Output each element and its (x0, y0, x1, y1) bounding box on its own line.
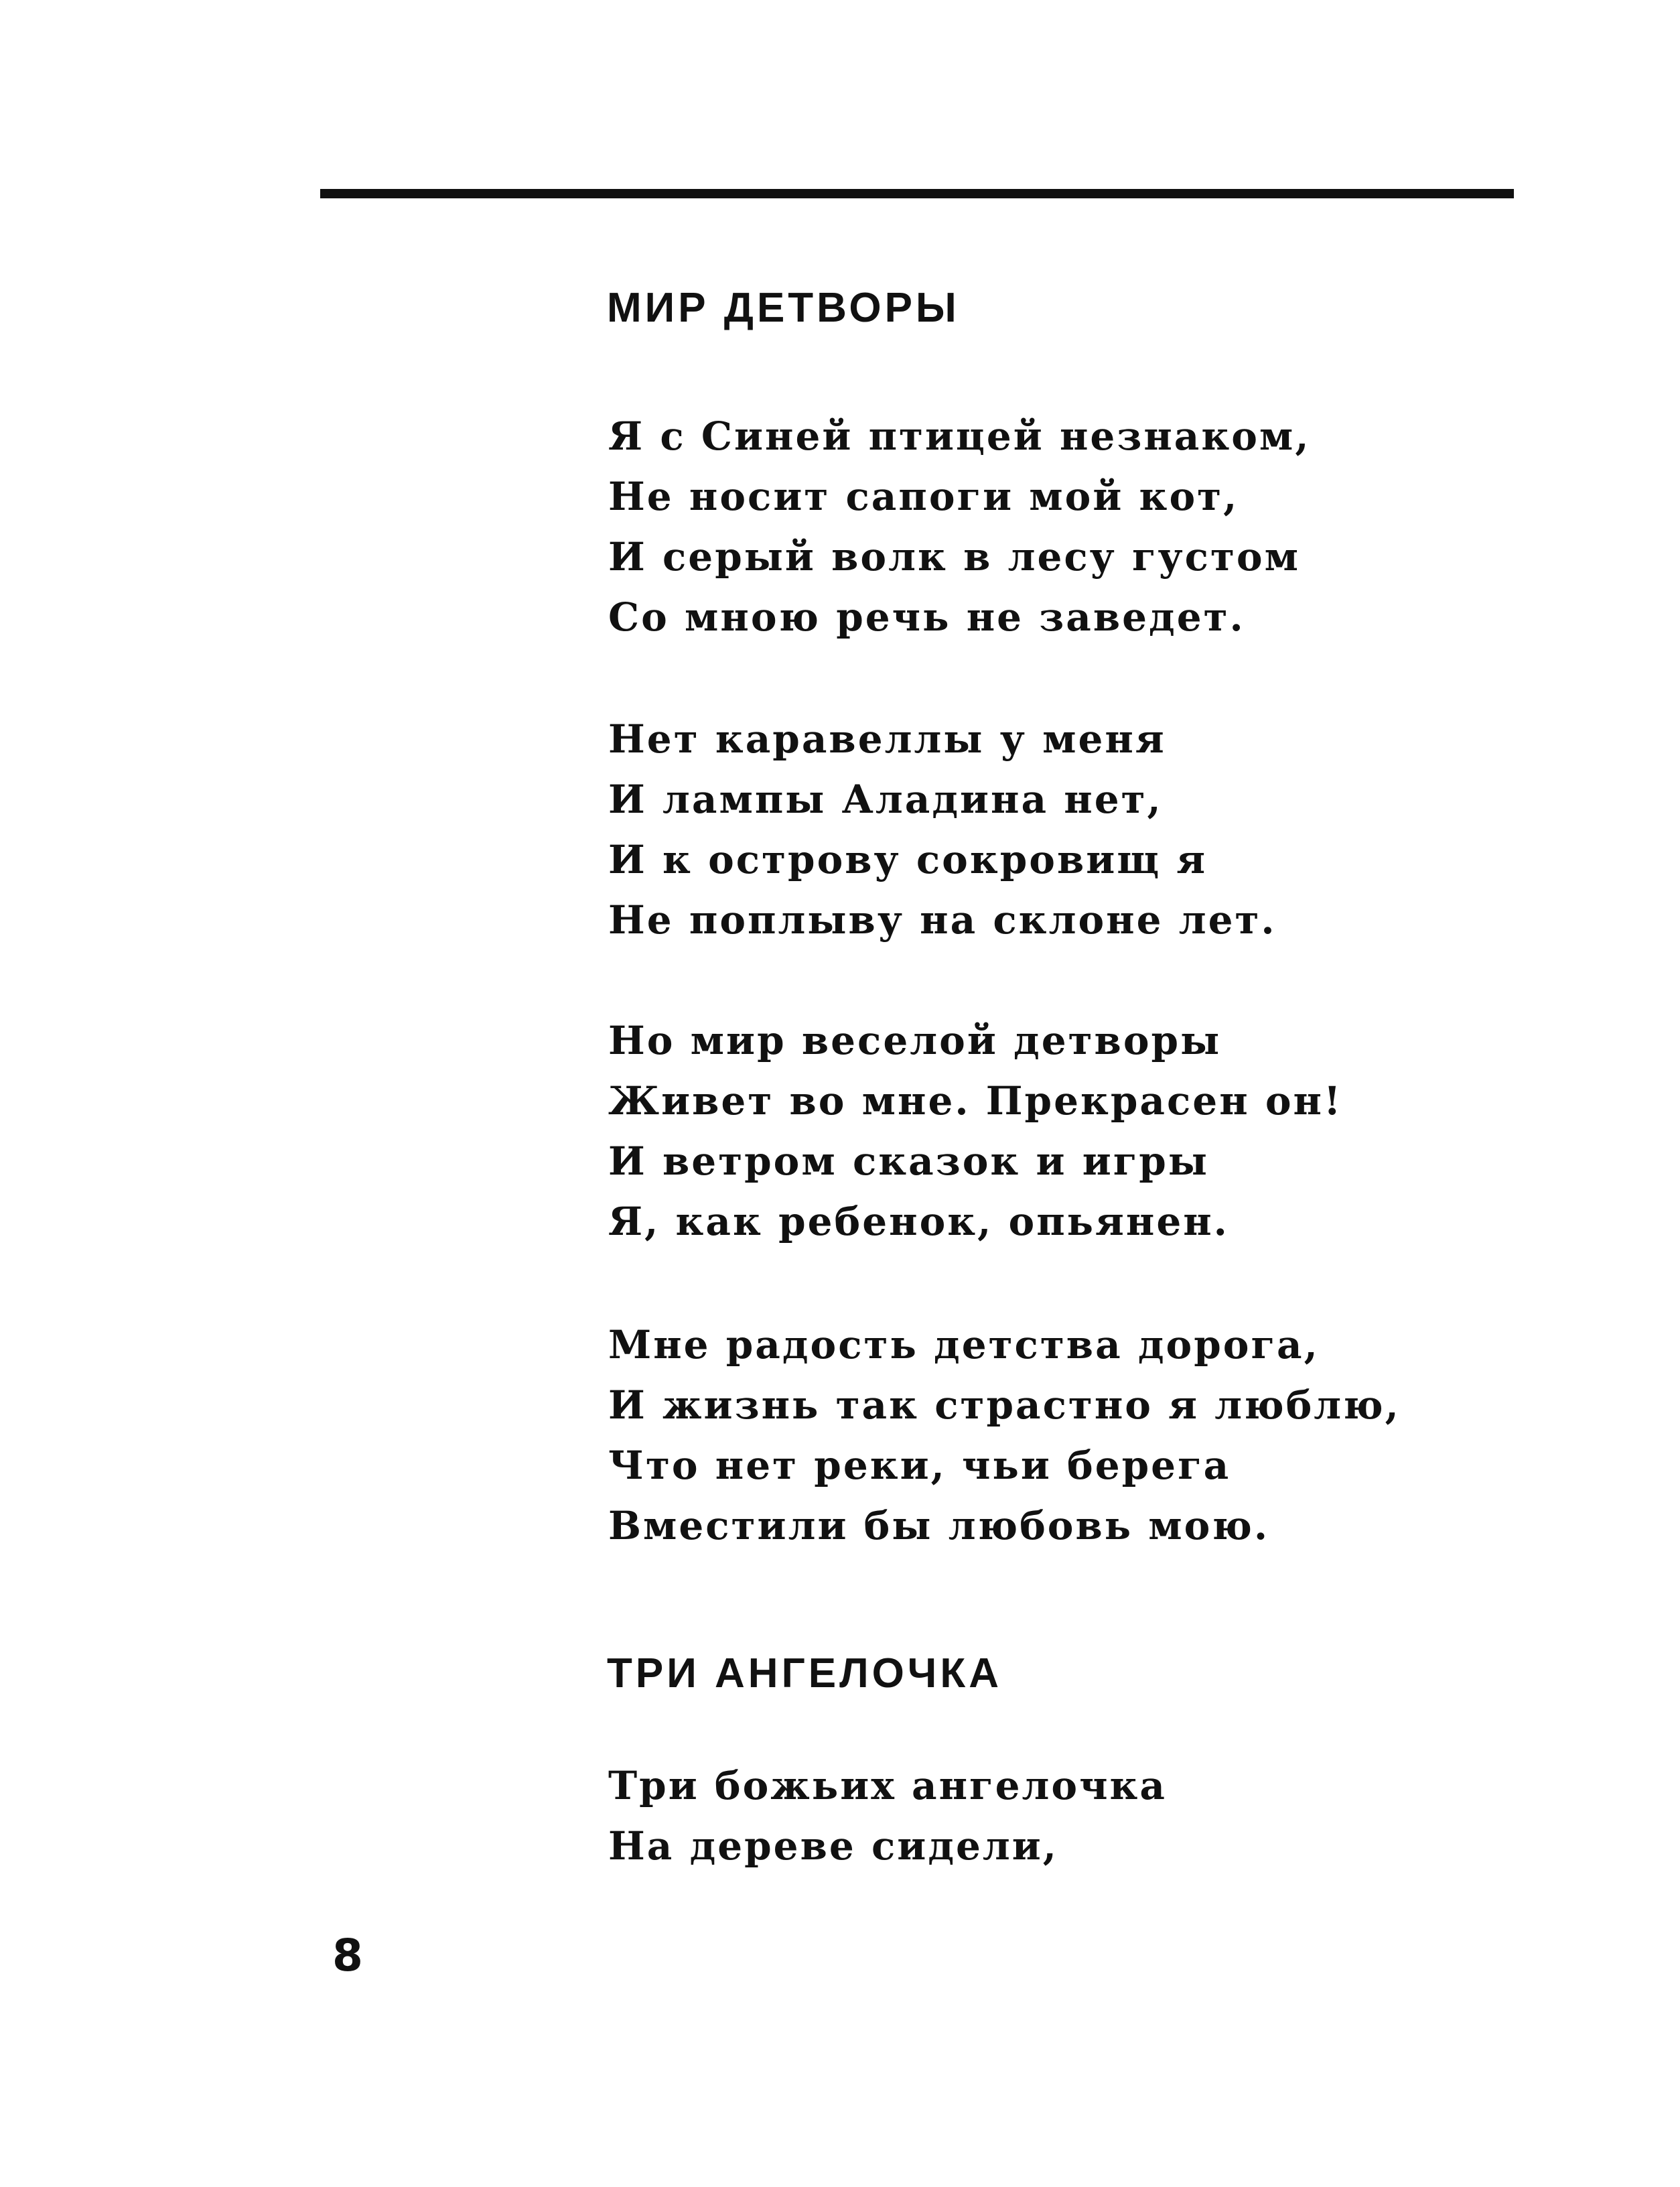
verse-line: Три божьих ангелочка (608, 1763, 1167, 1808)
page-number: 8 (332, 1930, 363, 1981)
verse-line: Мне радость детства дорога, (608, 1322, 1320, 1368)
poem-title-mir-detvory: МИР ДЕТВОРЫ (607, 285, 960, 331)
poem1-stanza-1 (608, 406, 1311, 647)
verse-line: Живет во мне. Прекрасен он! (608, 1078, 1343, 1124)
verse-line: И ветром сказок и игры (608, 1138, 1209, 1184)
verse-line: Не носит сапоги мой кот, (608, 474, 1239, 519)
poem1-stanza-3 (608, 1010, 1342, 1252)
verse-line: И лампы Аладина нет, (608, 777, 1163, 822)
verse-line: Я, как ребенок, опьянен. (608, 1199, 1229, 1244)
verse-line: Что нет реки, чьи берега (608, 1443, 1231, 1488)
poem2-stanza-1 (608, 1755, 1167, 1876)
verse-line: И к острову сокровищ я (608, 837, 1208, 882)
verse-line: И жизнь так страстно я люблю, (608, 1382, 1401, 1428)
verse-line: Я с Синей птицей незнаком, (608, 413, 1311, 459)
verse-line: Нет каравеллы у меня (608, 716, 1166, 762)
verse-line: На дереве сидели, (608, 1823, 1058, 1869)
poem1-stanza-2 (608, 709, 1277, 950)
verse-line: И серый волк в лесу густом (608, 534, 1300, 580)
top-rule (320, 189, 1514, 198)
poem-title-tri-angelochka: ТРИ АНГЕЛОЧКА (607, 1650, 1002, 1697)
poem1-stanza-4 (608, 1315, 1401, 1556)
verse-line: Вместили бы любовь мою. (608, 1503, 1270, 1548)
verse-line: Не поплыву на склоне лет. (608, 897, 1277, 943)
verse-line: Но мир веселой детворы (608, 1018, 1222, 1063)
verse-line: Со мною речь не заведет. (608, 594, 1245, 640)
